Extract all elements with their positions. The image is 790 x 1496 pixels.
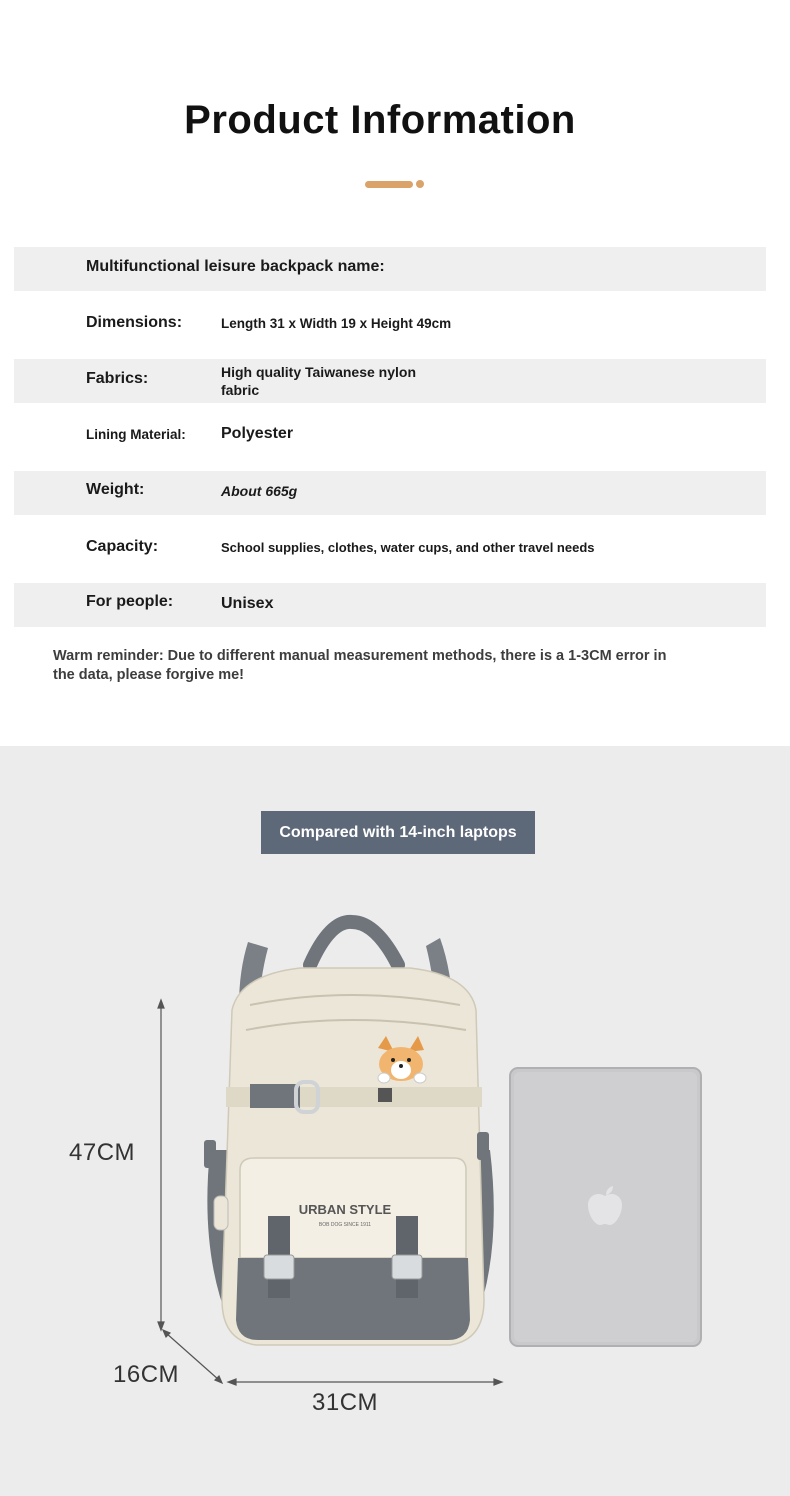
laptop-image — [510, 1068, 701, 1346]
page-title: Product Information — [184, 98, 576, 142]
spec-label: Dimensions: — [86, 314, 183, 331]
spec-row-lining — [14, 407, 766, 467]
spec-label: Weight: — [86, 481, 145, 498]
spec-value: Polyester — [221, 425, 294, 442]
spec-row-weight — [14, 471, 766, 515]
spec-value: School supplies, clothes, water cups, and other travel needs — [221, 540, 595, 555]
title-dot — [416, 180, 424, 188]
spec-value: High quality Taiwanese nylon — [221, 364, 416, 380]
spec-row-capacity — [14, 519, 766, 579]
comparison-heading: Compared with 14-inch laptops — [261, 811, 535, 854]
depth-label: 16CM — [113, 1361, 180, 1388]
height-label: 47CM — [69, 1139, 136, 1166]
width-label: 31CM — [312, 1389, 379, 1416]
spec-label: Lining Material: — [86, 427, 186, 442]
product-info-section — [0, 0, 790, 746]
spec-name-label: Multifunctional leisure backpack name: — [86, 258, 385, 275]
backpack-print-main: URBAN STYLE — [298, 1202, 392, 1217]
spec-label: Capacity: — [86, 538, 159, 555]
spec-label: For people: — [86, 593, 174, 610]
spec-row-fabrics — [14, 359, 766, 403]
spec-value: About 665g — [221, 483, 298, 499]
backpack-image — [204, 922, 494, 1345]
spec-row-for-people — [14, 583, 766, 627]
spec-value-line2: fabric — [221, 382, 260, 398]
spec-value: Unisex — [221, 595, 274, 612]
warm-reminder: Warm reminder: Due to different manual measurement methods, there is a 1-3CM error in the data, please forgive me! — [53, 648, 667, 683]
backpack-print-sub: BOB DOG SINCE 1911 — [318, 1222, 372, 1228]
spec-row-dimensions — [14, 295, 766, 355]
spec-label: Fabrics: — [86, 370, 149, 387]
spec-value: Length 31 x Width 19 x Height 49cm — [221, 316, 452, 331]
spec-row-name — [14, 247, 766, 291]
title-underline — [365, 181, 413, 188]
